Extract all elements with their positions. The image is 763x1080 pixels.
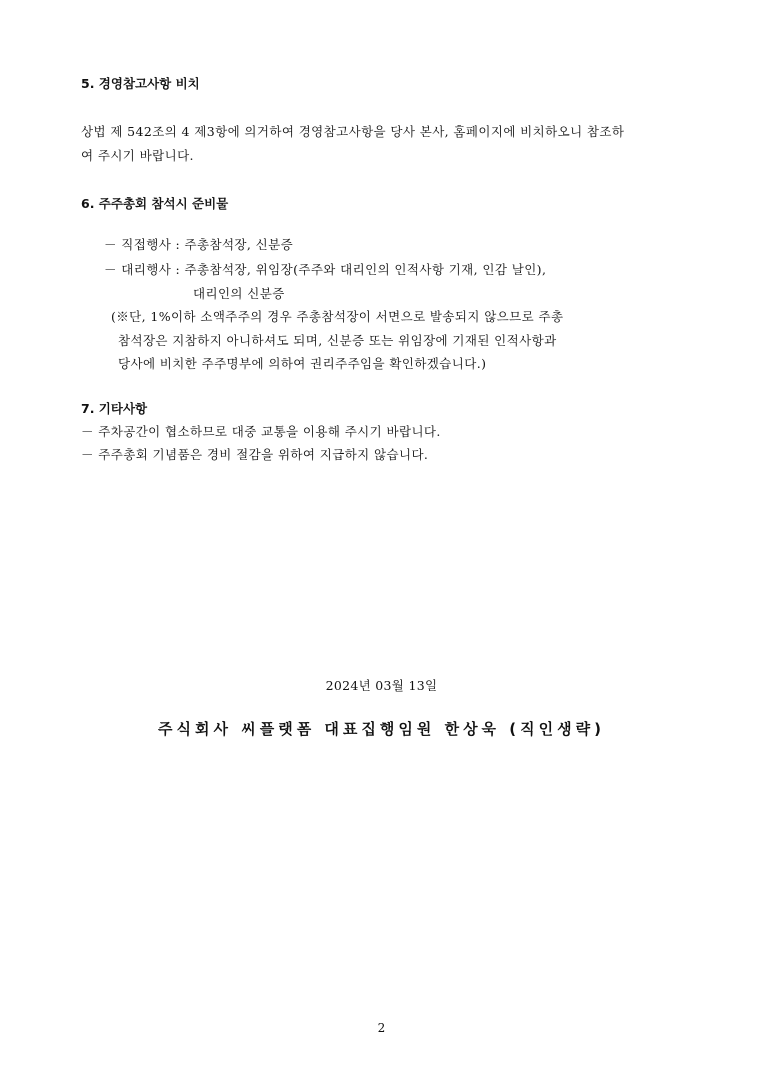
section-6-item-proxy-line-1: － 대리행사 : 주총참석장, 위임장(주주와 대리인의 인적사항 기재, 인감 날인), xyxy=(104,262,547,277)
section-6-note-line-2: 참석장은 지참하지 아니하셔도 되며, 신분증 또는 위임장에 기재된 인적사항과 xyxy=(118,333,557,348)
section-6-note-line-3: 당사에 비치한 주주명부에 의하여 권리주주임을 확인하겠습니다.) xyxy=(118,356,487,371)
section-6-title: 6. 주주총회 참석시 준비물 xyxy=(81,196,229,211)
page-number: 2 xyxy=(377,1021,386,1035)
section-5-paragraph-line-1: 상법 제 542조의 4 제3항에 의거하여 경영참고사항을 당사 본사, 홈페이지에 비치하오니 참조하 xyxy=(81,124,625,139)
notice-date: 2024년 03월 13일 xyxy=(325,678,438,693)
section-7-item-parking: － 주차공간이 협소하므로 대중 교통을 이용해 주시기 바랍니다. xyxy=(81,424,441,439)
section-5-title: 5. 경영참고사항 비치 xyxy=(81,76,200,91)
section-6-item-proxy-line-2: 대리인의 신분증 xyxy=(193,286,285,301)
section-5-paragraph-line-2: 여 주시기 바랍니다. xyxy=(81,148,194,163)
company-signature: 주식회사 씨플랫폼 대표집행임원 한상욱 (직인생략) xyxy=(158,720,605,738)
section-6-item-direct: － 직접행사 : 주총참석장, 신분증 xyxy=(104,237,294,252)
section-6-note-line-1: (※단, 1%이하 소액주주의 경우 주총참석장이 서면으로 발송되지 않으므로 주총 xyxy=(111,309,564,324)
section-7-title: 7. 기타사항 xyxy=(81,401,148,416)
section-7-item-souvenir: － 주주총회 기념품은 경비 절감을 위하여 지급하지 않습니다. xyxy=(81,447,429,462)
